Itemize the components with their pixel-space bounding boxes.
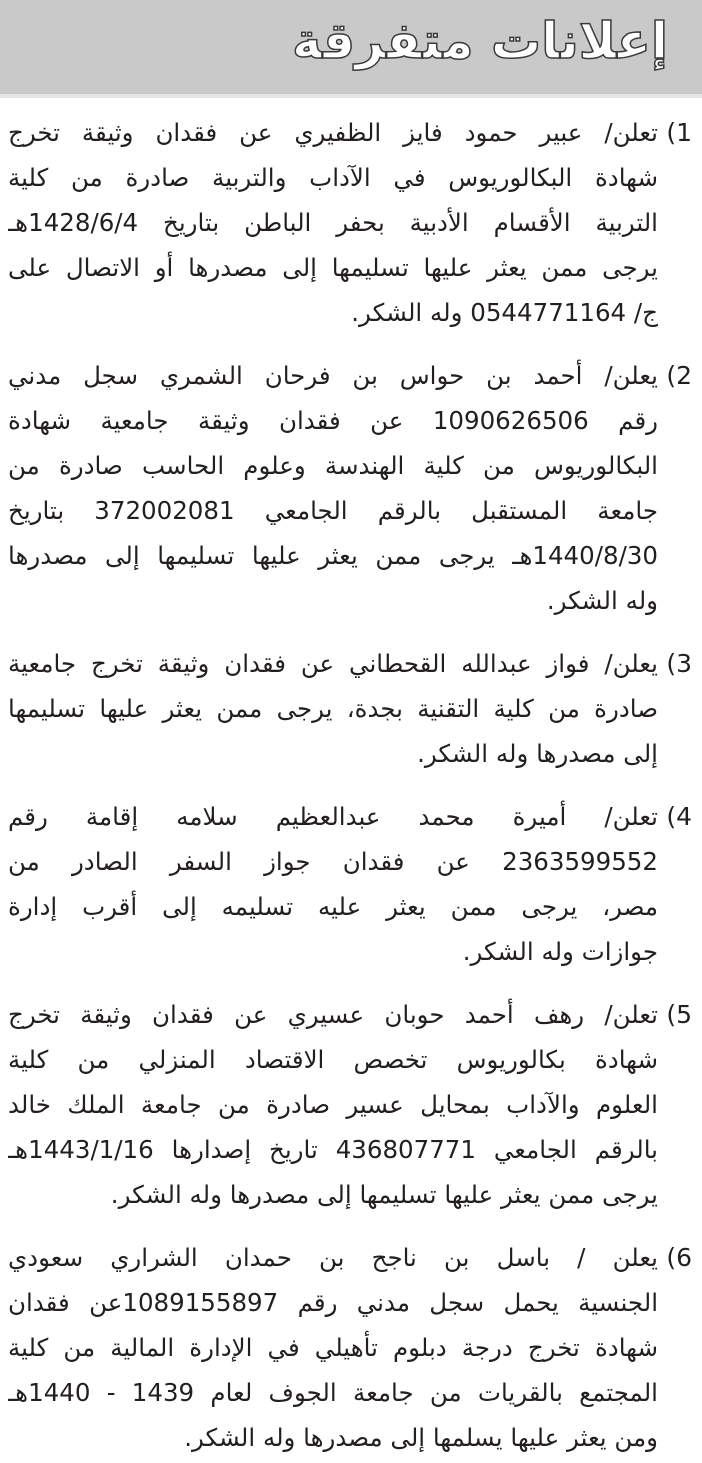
ad-line: يرجى ممن يعثر عليها تسليمها إلى مصدرها وله الشكر. xyxy=(110,1180,658,1209)
ad-line: ج/ 0544771164 وله الشكر. xyxy=(351,298,658,327)
ad-line: 2363599552 عن فقدان جواز السفر الصادر من xyxy=(8,847,658,876)
ad-line: شهادة البكالوريوس في الآداب والتربية صادرة من كلية xyxy=(8,163,658,192)
ad-text xyxy=(8,1235,658,1460)
ad-line: تعلن/ أميرة محمد عبدالعظيم سلامه إقامة رقم xyxy=(8,802,658,831)
ad-line: الجنسية يحمل سجل مدني رقم 1089155897عن فقدان xyxy=(8,1288,658,1317)
ad-line: وله الشكر. xyxy=(546,586,658,615)
ad-line: تعلن/ رهف أحمد حوبان عسيري عن فقدان وثيقة تخرج xyxy=(8,1000,658,1029)
ads-list xyxy=(0,98,702,1460)
ad-item xyxy=(8,110,694,335)
ad-number: 4) xyxy=(666,802,692,831)
ad-number: 2) xyxy=(666,361,692,390)
ad-item xyxy=(8,992,694,1217)
ad-number: 5) xyxy=(666,1000,692,1029)
ad-line: تعلن/ عبير حمود فايز الظفيري عن فقدان وثيقة تخرج xyxy=(8,118,658,147)
ad-number: 6) xyxy=(666,1243,692,1272)
ad-text xyxy=(8,110,658,335)
ad-line: 1440/8/30هـ يرجى ممن يعثر عليها تسليمها إلى مصدرها xyxy=(8,541,658,570)
ad-text xyxy=(8,353,658,623)
ad-line: جوازات وله الشكر. xyxy=(462,937,658,966)
section-title: إعلانات متفرقة xyxy=(292,12,668,70)
ad-line: يعلن/ فواز عبدالله القحطاني عن فقدان وثيقة تخرج جامعية xyxy=(8,649,658,678)
ad-line: العلوم والآداب بمحايل عسير صادرة من جامعة الملك خالد xyxy=(8,1090,658,1119)
ad-line: بالرقم الجامعي 436807771 تاريخ إصدارها 1443/1/16هـ xyxy=(8,1135,658,1164)
ad-item xyxy=(8,353,694,623)
ad-text xyxy=(8,992,658,1217)
ad-line: إلى مصدرها وله الشكر. xyxy=(417,739,658,768)
ad-item xyxy=(8,641,694,776)
ad-line: صادرة من كلية التقنية بجدة، يرجى ممن يعثر عليها تسليمها xyxy=(8,694,658,723)
ad-number: 3) xyxy=(666,649,692,678)
ad-text xyxy=(8,641,658,776)
ad-line: شهادة تخرج درجة دبلوم تأهيلي في الإدارة المالية من كلية xyxy=(8,1333,658,1362)
ad-line: يرجى ممن يعثر عليها تسليمها إلى مصدرها أو الاتصال على xyxy=(8,253,658,282)
ad-line: يعلن / باسل بن ناجح بن حمدان الشراري سعودي xyxy=(8,1243,658,1272)
ad-line: مصر، يرجى ممن يعثر عليه تسليمه إلى أقرب إدارة xyxy=(8,892,658,921)
ad-line: شهادة بكالوريوس تخصص الاقتصاد المنزلي من كلية xyxy=(8,1045,658,1074)
ad-line: التربية الأقسام الأدبية بحفر الباطن بتاريخ 1428/6/4هـ xyxy=(8,208,658,237)
section-header xyxy=(0,0,702,98)
ad-line: جامعة المستقبل بالرقم الجامعي 372002081 بتاريخ xyxy=(8,496,658,525)
ad-number: 1) xyxy=(666,118,692,147)
ad-line: يعلن/ أحمد بن حواس بن فرحان الشمري سجل مدني xyxy=(8,361,658,390)
ad-line: ومن يعثر عليها يسلمها إلى مصدرها وله الشكر. xyxy=(184,1423,658,1452)
ad-line: المجتمع بالقريات من جامعة الجوف لعام 1439 - 1440هـ xyxy=(8,1378,658,1407)
ad-text xyxy=(8,794,658,974)
ad-line: البكالوريوس من كلية الهندسة وعلوم الحاسب صادرة من xyxy=(8,451,658,480)
ad-line: رقم 1090626506 عن فقدان وثيقة جامعية شهادة xyxy=(8,406,658,435)
ad-item xyxy=(8,1235,694,1460)
ad-item xyxy=(8,794,694,974)
